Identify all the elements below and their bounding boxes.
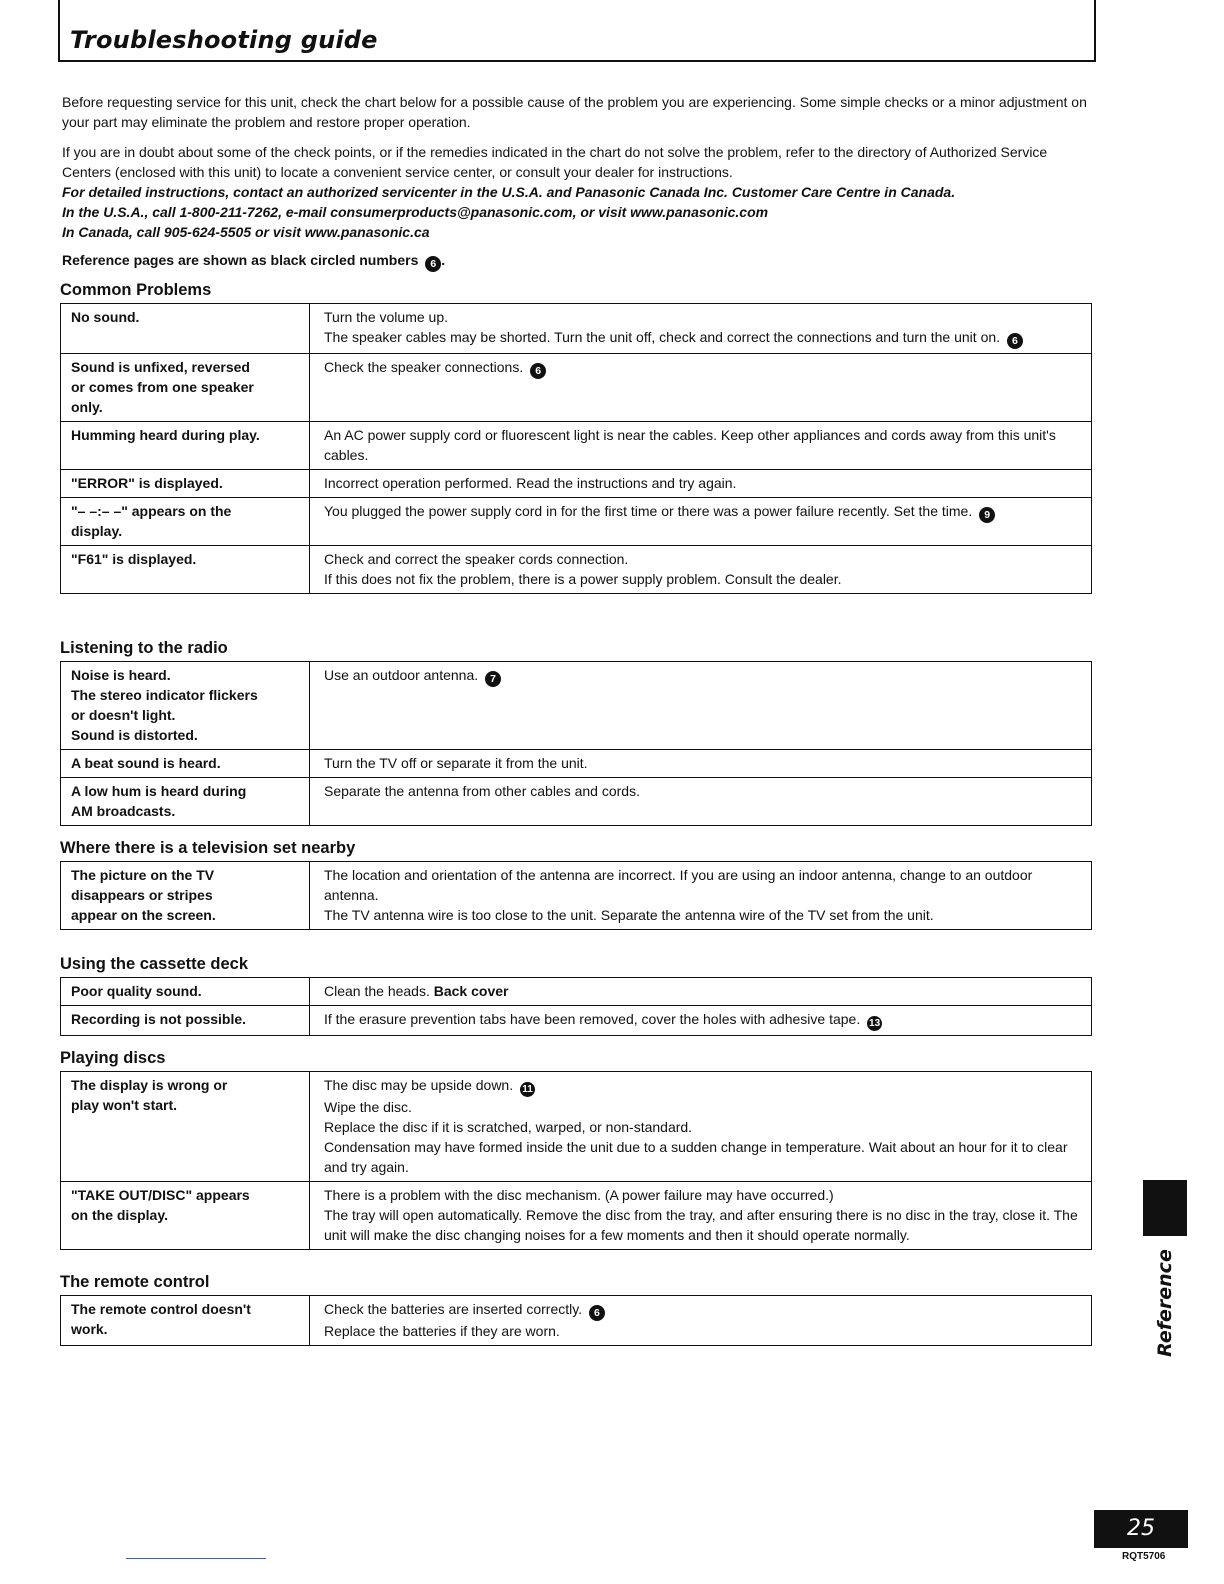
problem-cell: Recording is not possible. [61, 1006, 310, 1036]
remedy-line [324, 1075, 1083, 1097]
remedy-line [324, 1117, 1083, 1137]
remedy-cell [310, 422, 1092, 470]
table-row [61, 498, 1092, 546]
side-label: Reference [1154, 1249, 1176, 1357]
table-row [61, 470, 1092, 498]
problem-cell: The display is wrong or play won't start. [61, 1072, 310, 1182]
remedy-line [324, 781, 1083, 801]
remedy-cell [310, 498, 1092, 546]
remedy-cell [310, 1072, 1092, 1182]
section-discs [60, 1048, 1092, 1250]
table-row [61, 778, 1092, 826]
remedy-cell [310, 1182, 1092, 1250]
remedy-line [324, 357, 1083, 379]
remedy-text: The tray will open automatically. Remove the disc from the tray, and after ensuring there is no disc in the tray, close it. The unit will make the disc changing noises for a few moments and then it should operate normally. [324, 1207, 1078, 1243]
remedy-line [324, 327, 1083, 349]
remedy-text: Turn the TV off or separate it from the unit. [324, 755, 588, 771]
table-row [61, 750, 1092, 778]
troubleshooting-table [60, 661, 1092, 826]
remedy-text: The location and orientation of the antenna are incorrect. If you are using an indoor antenna, change to an outdoor antenna. [324, 867, 1033, 903]
problem-cell: Humming heard during play. [61, 422, 310, 470]
section-cassette [60, 954, 1092, 1036]
circled-number-icon: 6 [530, 363, 546, 379]
problem-cell: The picture on the TV disappears or stripes appear on the screen. [61, 862, 310, 930]
table-row [61, 1296, 1092, 1346]
page-title: Troubleshooting guide [70, 26, 378, 54]
page-number: 25 [1094, 1510, 1188, 1548]
section-heading: Common Problems [60, 281, 212, 299]
remedy-line [324, 865, 1083, 905]
problem-cell: No sound. [61, 304, 310, 354]
circled-number-icon: 6 [1007, 333, 1023, 349]
section-common-problems [60, 280, 1092, 594]
remedy-text: An AC power supply cord or fluorescent light is near the cables. Keep other appliances and cords away from this unit's cables. [324, 427, 1056, 463]
troubleshooting-table [60, 1295, 1092, 1346]
problem-cell: "TAKE OUT/DISC" appears on the display. [61, 1182, 310, 1250]
remedy-text: Check the speaker connections. [324, 359, 524, 375]
remedy-cell [310, 304, 1092, 354]
table-row [61, 978, 1092, 1006]
remedy-line [324, 569, 1083, 589]
circled-number-icon: 11 [520, 1082, 535, 1097]
remedy-line [324, 1097, 1083, 1117]
contact-line-2: In the U.S.A., call 1-800-211-7262, e-mail consumerproducts@panasonic.com, or visit www.panasonic.com [62, 204, 769, 220]
troubleshooting-table [60, 861, 1092, 930]
circled-number-icon: 6 [425, 256, 441, 272]
remedy-line [324, 1299, 1083, 1321]
circled-number-icon: 9 [979, 507, 995, 523]
problem-cell: A low hum is heard during AM broadcasts. [61, 778, 310, 826]
remedy-text: Wipe the disc. [324, 1099, 412, 1115]
document-code: RQT5706 [1122, 1551, 1166, 1562]
remedy-line [324, 1321, 1083, 1341]
remedy-line [324, 665, 1083, 687]
problem-cell: A beat sound is heard. [61, 750, 310, 778]
remedy-line [324, 425, 1083, 465]
problem-cell: "– –:– –" appears on the display. [61, 498, 310, 546]
circled-number-icon: 7 [485, 671, 501, 687]
remedy-text: Clean the heads. [324, 983, 430, 999]
remedy-cell [310, 354, 1092, 422]
table-row [61, 354, 1092, 422]
problem-cell: The remote control doesn't work. [61, 1296, 310, 1346]
problem-cell: "F61" is displayed. [61, 546, 310, 594]
remedy-line [324, 473, 1083, 493]
remedy-cell [310, 778, 1092, 826]
remedy-text: Turn the volume up. [324, 309, 448, 325]
remedy-cell [310, 750, 1092, 778]
remedy-text: Check the batteries are inserted correctly. [324, 1301, 583, 1317]
remedy-text: Check and correct the speaker cords connection. [324, 551, 629, 567]
remedy-text: Condensation may have formed inside the unit due to a sudden change in temperature. Wait about an hour for it to clear and try again. [324, 1139, 1068, 1175]
remedy-cell [310, 862, 1092, 930]
reference-note: Reference pages are shown as black circled numbers 6 . [62, 252, 446, 270]
remedy-line [324, 1185, 1083, 1205]
remedy-cell [310, 662, 1092, 750]
title-box [58, 0, 1096, 62]
intro [62, 92, 1094, 272]
table-row [61, 1006, 1092, 1036]
section-remote [60, 1272, 1092, 1346]
circled-number-icon: 13 [869, 1018, 881, 1029]
section-heading: Where there is a television set nearby [60, 839, 356, 857]
contact-line-3: In Canada, call 905-624-5505 or visit www.panasonic.ca [62, 224, 430, 240]
remedy-text: The speaker cables may be shorted. Turn the unit off, check and correct the connections and turn the unit on. [324, 329, 1001, 345]
problem-cell: "ERROR" is displayed. [61, 470, 310, 498]
section-tv-nearby [60, 838, 1092, 930]
remedy-line [324, 753, 1083, 773]
remedy-line [324, 307, 1083, 327]
reference-note-text: Reference pages are shown as black circled numbers [62, 252, 419, 268]
remedy-text: The TV antenna wire is too close to the unit. Separate the antenna wire of the TV set from the unit. [324, 907, 934, 923]
remedy-line [324, 549, 1083, 569]
remedy-text: There is a problem with the disc mechanism. (A power failure may have occurred.) [324, 1187, 834, 1203]
intro-paragraph-1: Before requesting service for this unit, check the chart below for a possible cause of the problem you are experiencing. Some simple checks or a minor adjustment on your part may eliminate the problem and restore proper operation. [62, 94, 1087, 130]
remedy-cell [310, 546, 1092, 594]
circled-number-icon: 6 [589, 1305, 605, 1321]
contact-line-1: For detailed instructions, contact an authorized servicenter in the U.S.A. and Panasonic Canada Inc. Customer Care Centre in Canada. [62, 184, 956, 200]
remedy-text: If this does not fix the problem, there is a power supply problem. Consult the dealer. [324, 571, 842, 587]
divider [126, 1558, 266, 1559]
remedy-line [324, 1137, 1083, 1177]
remedy-line [324, 981, 1083, 1001]
problem-cell: Noise is heard. The stereo indicator flickers or doesn't light. Sound is distorted. [61, 662, 310, 750]
section-heading: Playing discs [60, 1049, 166, 1067]
problem-cell: Poor quality sound. [61, 978, 310, 1006]
remedy-text: Replace the disc if it is scratched, warped, or non-standard. [324, 1119, 693, 1135]
troubleshooting-table [60, 303, 1092, 594]
remedy-cell [310, 470, 1092, 498]
table-row [61, 662, 1092, 750]
remedy-text: Separate the antenna from other cables and cords. [324, 783, 640, 799]
intro-paragraph-2: If you are in doubt about some of the check points, or if the remedies indicated in the chart do not solve the problem, refer to the directory of Authorized Service Centers (enclosed with this unit) to locate a convenient service center, or consult your dealer for instructions. [62, 144, 1048, 180]
table-row [61, 546, 1092, 594]
section-radio [60, 638, 1092, 826]
table-row [61, 1072, 1092, 1182]
reference-location: Back cover [433, 983, 509, 999]
remedy-text: If the erasure prevention tabs have been removed, cover the holes with adhesive tape. [324, 1011, 861, 1027]
troubleshooting-table [60, 977, 1092, 1036]
section-heading: The remote control [60, 1273, 210, 1291]
table-row [61, 862, 1092, 930]
remedy-line [324, 501, 1083, 523]
table-row [61, 1182, 1092, 1250]
remedy-line [324, 905, 1083, 925]
table-row [61, 304, 1092, 354]
remedy-text: You plugged the power supply cord in for the first time or there was a power failure recently. Set the time. [324, 503, 973, 519]
table-row [61, 422, 1092, 470]
remedy-cell [310, 978, 1092, 1006]
section-heading: Listening to the radio [60, 639, 228, 657]
remedy-text: Replace the batteries if they are worn. [324, 1323, 560, 1339]
side-tab-block [1143, 1180, 1187, 1236]
remedy-cell [310, 1296, 1092, 1346]
remedy-line [324, 1009, 1083, 1031]
remedy-text: Incorrect operation performed. Read the instructions and try again. [324, 475, 737, 491]
remedy-line [324, 1205, 1083, 1245]
remedy-text: Use an outdoor antenna. [324, 667, 479, 683]
troubleshooting-table [60, 1071, 1092, 1250]
section-heading: Using the cassette deck [60, 955, 248, 973]
remedy-text: The disc may be upside down. [324, 1077, 514, 1093]
problem-cell: Sound is unfixed, reversed or comes from one speaker only. [61, 354, 310, 422]
remedy-cell [310, 1006, 1092, 1036]
